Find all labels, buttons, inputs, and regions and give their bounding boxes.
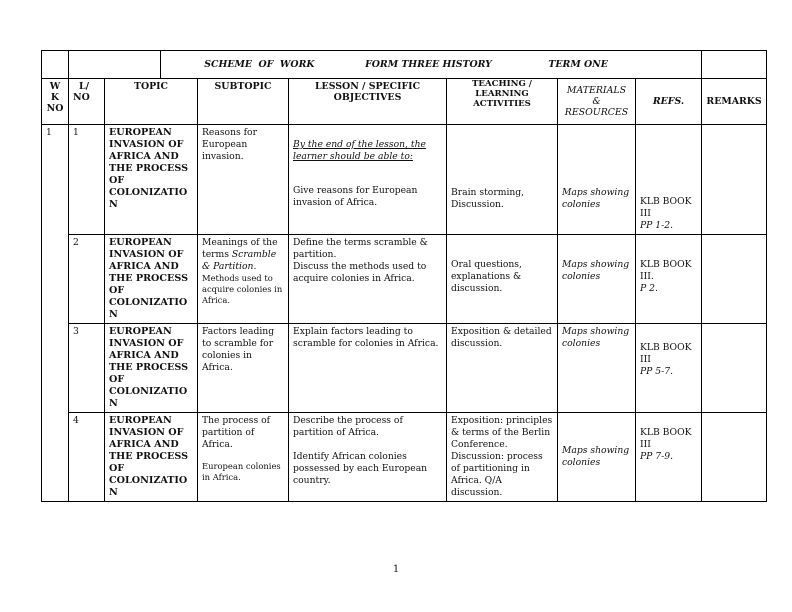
materials: Maps showing colonies [558,324,636,413]
subtopic: The process of partition of Africa. European colonies in Africa. [198,413,289,502]
topic: EUROPEAN INVASION OF AFRICA AND THE PROCESS OF COLONIZATIO N [105,235,198,324]
subtopic: Meanings of the terms Scramble & Partition. Methods used to acquire colonies in Africa. [198,235,289,324]
activities: Exposition: principles & terms of the Berlin Conference. Discussion: process of partitioning in Africa. Q/A discussion. [447,413,558,502]
topic: EUROPEAN INVASION OF AFRICA AND THE PROCESS OF COLONIZATIO N [105,413,198,502]
table-row [42,125,767,235]
objectives: Explain factors leading to scramble for colonies in Africa. [289,324,447,413]
remarks [702,413,767,502]
lesson-number: 2 [69,235,105,324]
objectives: Describe the process of partition of Africa. Identify African colonies possessed by each European country. [289,413,447,502]
col-materials: MATERIALS & RESOURCES [558,79,636,125]
remarks [702,324,767,413]
objectives-intro: By the end of the lesson, the learner should be able to: [293,139,426,162]
refs: KLB BOOK III PP 1-2. [636,125,702,235]
form-subject: FORM THREE HISTORY [365,58,492,70]
subtopic: Reasons for European invasion. [198,125,289,235]
col-refs: REFS. [636,79,702,125]
activities: Exposition & detailed discussion. [447,324,558,413]
remarks [702,125,767,235]
scheme-of-work-table [41,50,767,502]
document-title [161,51,702,79]
scheme-title: SCHEME OF WORK [204,58,315,70]
topic: EUROPEAN INVASION OF AFRICA AND THE PROCESS OF COLONIZATIO N [105,324,198,413]
col-objectives: LESSON / SPECIFIC OBJECTIVES [289,79,447,125]
materials: Maps showing colonies [558,235,636,324]
col-subtopic: SUBTOPIC [198,79,289,125]
col-lesson-no: L/ NO [69,79,105,125]
materials: Maps showing colonies [558,413,636,502]
empty-cell [42,51,69,79]
title-row [42,51,767,79]
col-week: W K NO [42,79,69,125]
activities: Oral questions, explanations & discussion. [447,235,558,324]
col-topic: TOPIC [105,79,198,125]
activities: Brain storming, Discussion. [447,125,558,235]
empty-cell [69,51,161,79]
week-number: 1 [42,125,69,502]
term: TERM ONE [548,58,608,70]
objective: Give reasons for European invasion of Africa. [293,185,418,208]
subtopic: Factors leading to scramble for colonies in Africa. [198,324,289,413]
lesson-number: 4 [69,413,105,502]
refs: KLB BOOK III. P 2. [636,235,702,324]
empty-cell [702,51,767,79]
col-remarks: REMARKS [702,79,767,125]
objectives [289,125,447,235]
table-row [42,413,767,502]
col-activities: TEACHING / LEARNING ACTIVITIES [447,79,558,125]
remarks [702,235,767,324]
refs: KLB BOOK III PP 5-7. [636,324,702,413]
table-row [42,324,767,413]
column-header-row [42,79,767,125]
table-row [42,235,767,324]
lesson-number: 3 [69,324,105,413]
page-number: 1 [392,564,400,575]
lesson-number: 1 [69,125,105,235]
topic: EUROPEAN INVASION OF AFRICA AND THE PROCESS OF COLONIZATIO N [105,125,198,235]
materials: Maps showing colonies [558,125,636,235]
refs: KLB BOOK III PP 7-9. [636,413,702,502]
objectives: Define the terms scramble & partition. Discuss the methods used to acquire colonies in Africa. [289,235,447,324]
